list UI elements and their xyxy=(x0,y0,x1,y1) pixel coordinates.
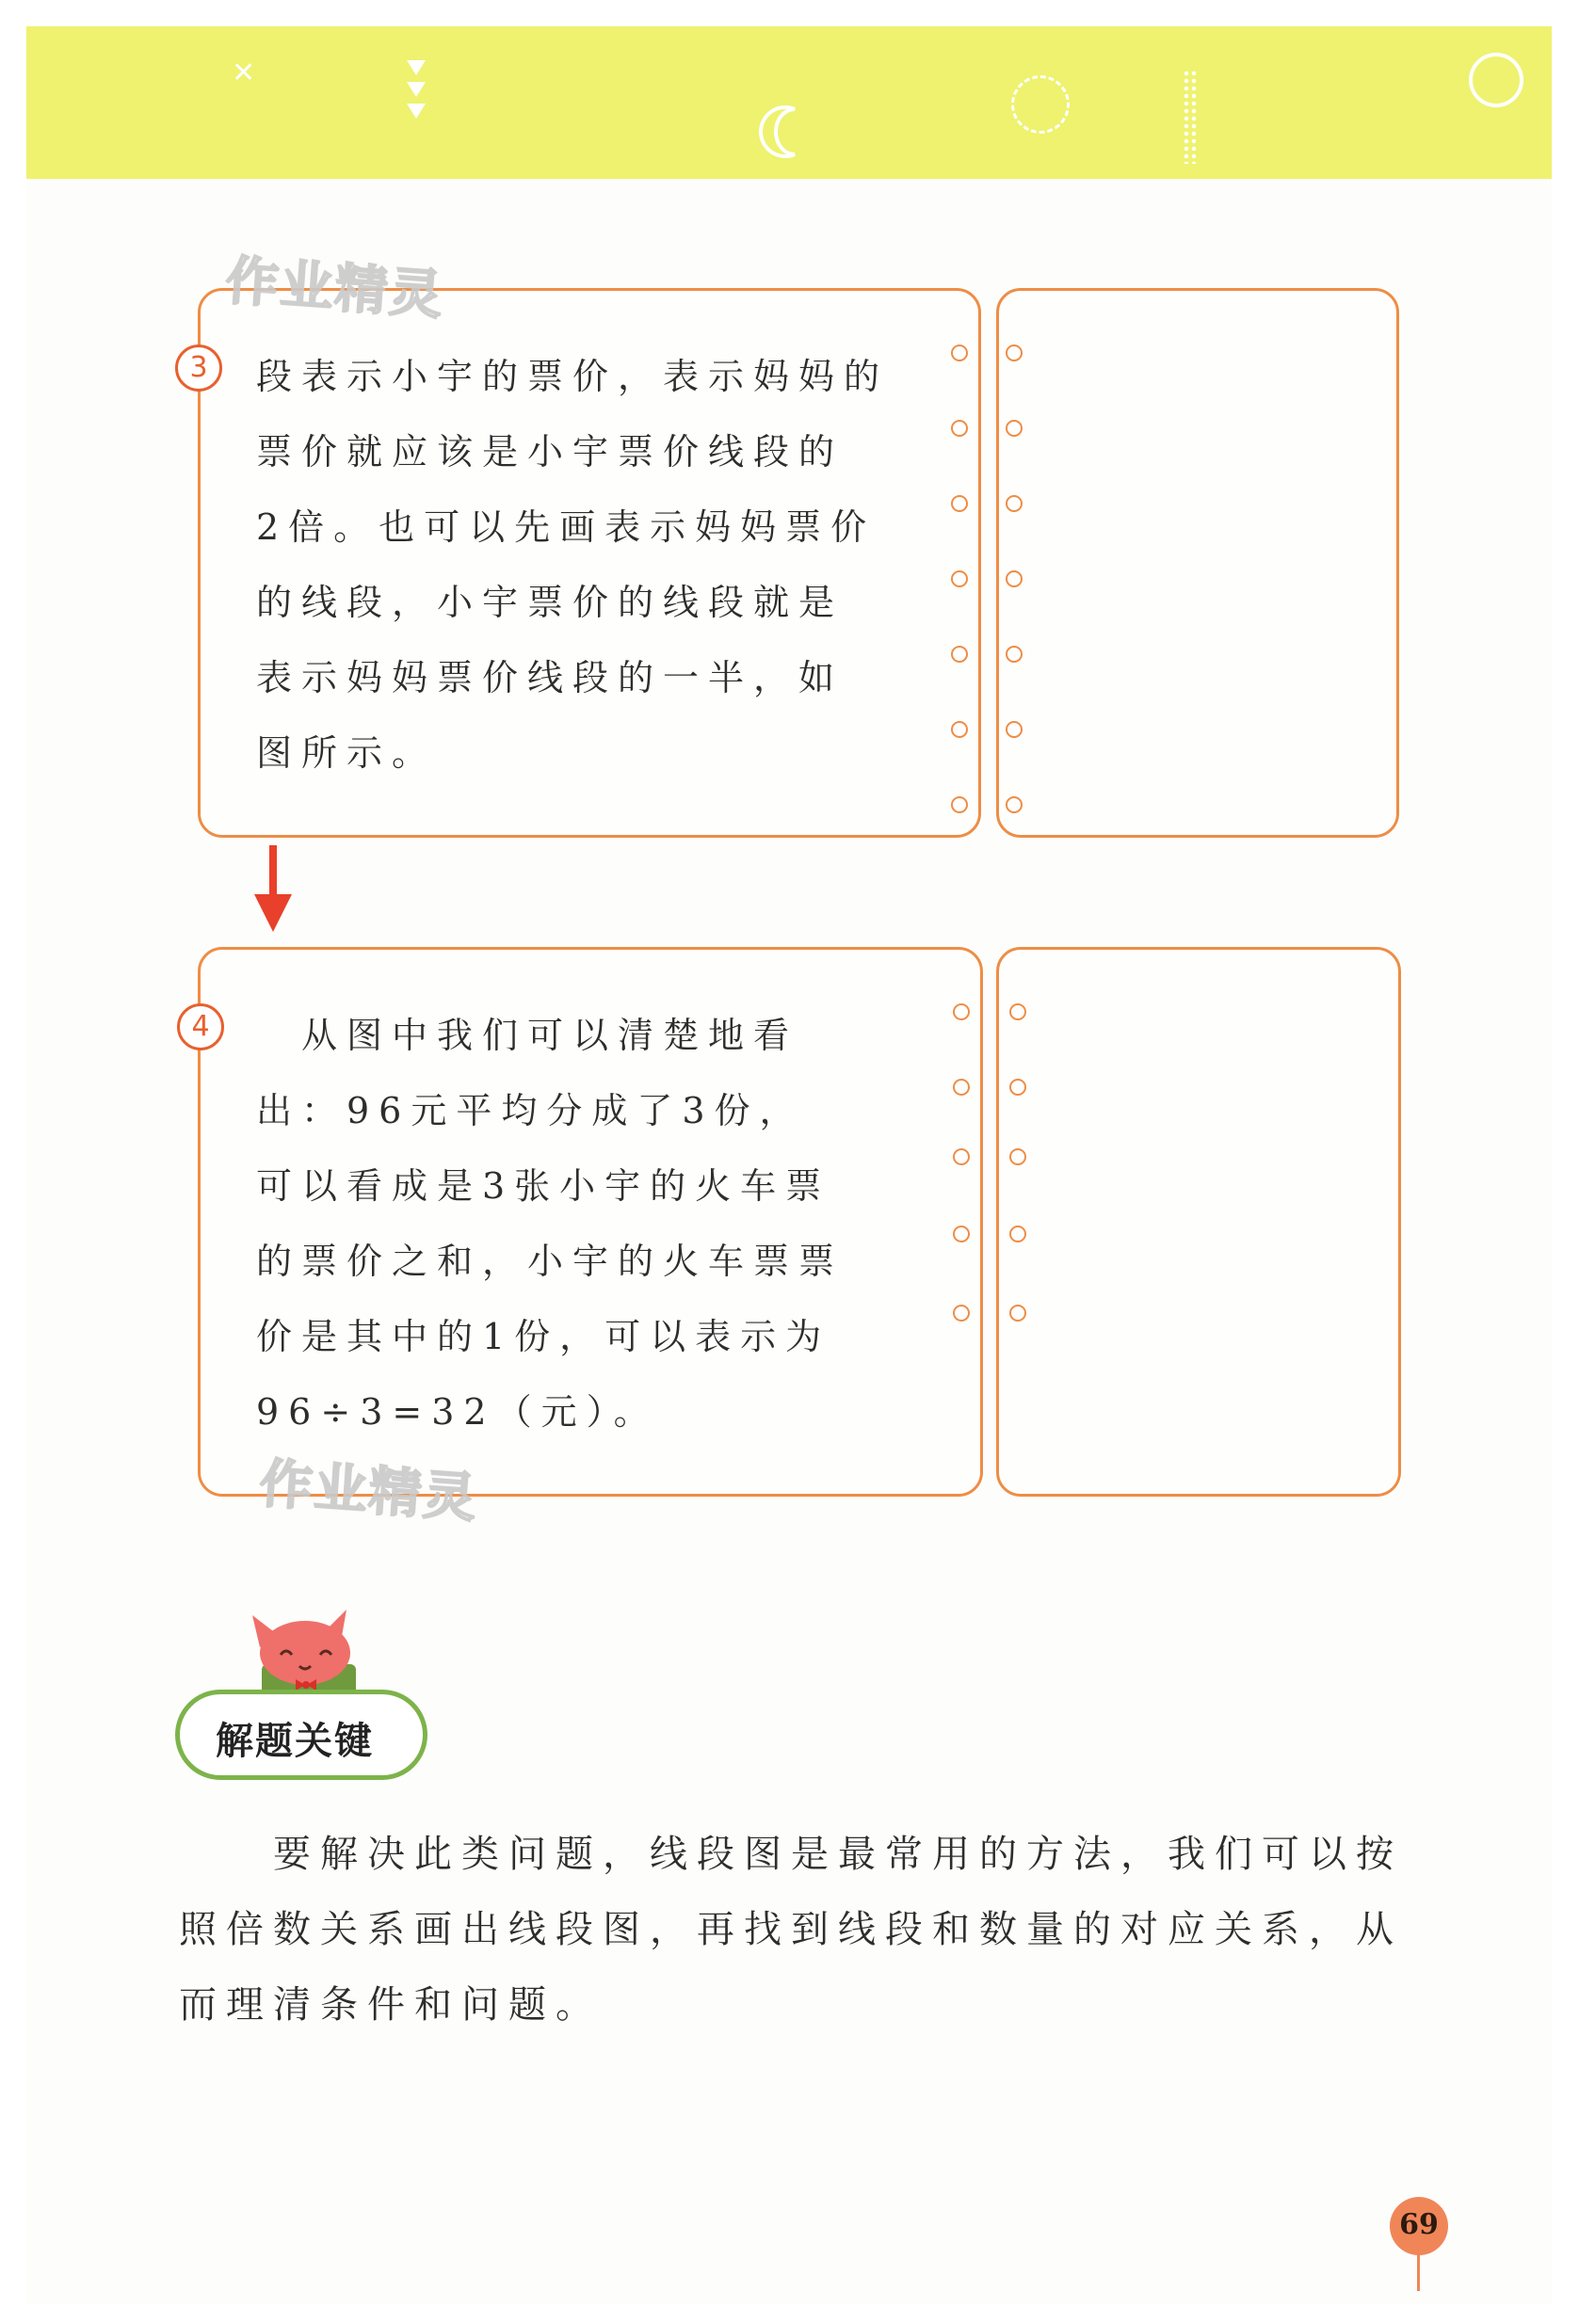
binder-ring xyxy=(1009,1226,1026,1242)
binder-ring xyxy=(953,1148,970,1165)
key-section-text: 要解决此类问题，线段图是最常用的方法，我们可以按 照倍数关系画出线段图，再找到线段和数量的对应关系，从 而理清条件和问题。 xyxy=(179,1833,1403,2027)
step-4-text: 从图中我们可以清楚地看 出：96元平均分成了3份， 可以看成是3张小宇的火车票 的票价之和，小宇的火车票票 价是其中的1份，可以表示为 96÷3=32（元）。 xyxy=(256,1015,845,1433)
moon-icon xyxy=(759,104,806,160)
binder-ring xyxy=(1006,646,1023,663)
binder-ring xyxy=(1006,345,1023,361)
binder-ring xyxy=(1006,796,1023,813)
key-section-title: 解题关键 xyxy=(216,1720,374,1763)
watermark: 作业精灵 xyxy=(223,249,446,328)
binder-ring xyxy=(951,345,968,361)
step-3-side-card xyxy=(996,288,1399,838)
watermark: 作业精灵 xyxy=(257,1452,480,1531)
down-arrow-icon xyxy=(254,845,292,932)
binder-ring xyxy=(951,721,968,738)
binder-ring xyxy=(1006,570,1023,587)
binder-ring xyxy=(1006,495,1023,512)
dashed-circle-decoration-icon xyxy=(1011,75,1070,134)
cross-decoration-icon: ✕ xyxy=(232,56,256,89)
binder-ring xyxy=(953,1003,970,1020)
binder-ring xyxy=(1009,1003,1026,1020)
triangle-decoration-icon xyxy=(407,60,426,125)
cat-mascot-icon xyxy=(243,1606,375,1700)
binder-ring xyxy=(951,646,968,663)
binder-ring xyxy=(1006,721,1023,738)
binder-ring xyxy=(951,495,968,512)
binder-ring xyxy=(951,796,968,813)
page-number-pin xyxy=(1417,2253,1420,2291)
binder-ring xyxy=(953,1226,970,1242)
binder-ring xyxy=(1009,1148,1026,1165)
binder-ring xyxy=(1009,1079,1026,1096)
step-number-badge: 4 xyxy=(177,1003,224,1050)
page-number: 69 xyxy=(1390,2197,1448,2255)
dots-decoration-icon xyxy=(1183,70,1198,164)
binder-ring xyxy=(951,570,968,587)
binder-ring xyxy=(951,420,968,437)
binder-ring xyxy=(1006,420,1023,437)
step-3-text: 段表示小宇的票价，表示妈妈的 票价就应该是小宇票价线段的 2倍。也可以先画表示妈妈票价 的线段，小宇票价的线段就是 表示妈妈票价线段的一半，如 图所示。 xyxy=(256,356,890,774)
step-4-side-card xyxy=(996,947,1401,1497)
step-number-badge: 3 xyxy=(175,345,222,392)
ring-decoration-icon xyxy=(1469,53,1523,107)
binder-ring xyxy=(953,1079,970,1096)
binder-ring xyxy=(1009,1305,1026,1322)
binder-ring xyxy=(953,1305,970,1322)
